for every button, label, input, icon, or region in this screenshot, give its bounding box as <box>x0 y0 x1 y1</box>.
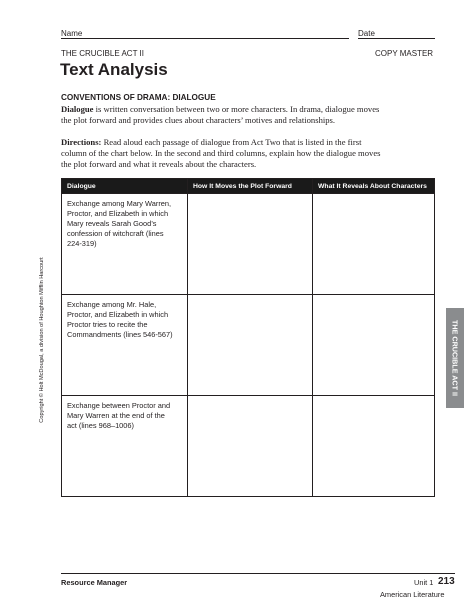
page-number: 213 <box>438 576 455 587</box>
reveals-characters-answer-cell[interactable] <box>313 194 435 295</box>
dialogue-cell: Exchange between Proctor and Mary Warren at the end of the act (lines 968–1006) <box>62 396 188 497</box>
name-line[interactable] <box>61 38 349 39</box>
dialogue-chart <box>61 178 435 497</box>
table-row <box>62 295 435 396</box>
date-label: Date <box>358 29 375 38</box>
directions-line-1: Directions: Read aloud each passage of dialogue from Act Two that is listed in the first <box>61 137 362 147</box>
side-tab-label: THE CRUCIBLE ACT II <box>450 320 460 396</box>
directions <box>61 137 441 170</box>
header-dialogue: Dialogue <box>62 179 188 194</box>
directions-line-2: column of the chart below. In the second and third columns, explain how the dialogue moves <box>61 148 381 158</box>
page-title: Text Analysis <box>60 60 168 79</box>
definition-line-1: Dialogue is written conversation between two or more characters. In drama, dialogue moves <box>61 104 380 114</box>
footer-rule <box>61 573 455 574</box>
plot-forward-answer-cell[interactable] <box>188 295 313 396</box>
name-label: Name <box>61 29 83 38</box>
footer-resource-manager: Resource Manager <box>61 578 128 587</box>
copyright-text: Copyright © Holt McDougal, a division of Houghton Mifflin Harcourt <box>39 257 45 423</box>
table-row <box>62 194 435 295</box>
reveals-characters-answer-cell[interactable] <box>313 396 435 497</box>
side-tab <box>446 308 464 408</box>
chart-header-row <box>62 179 435 194</box>
copy-master-label: COPY MASTER <box>375 49 434 58</box>
dialogue-definition <box>61 104 441 126</box>
dialogue-cell: Exchange among Mr. Hale, Proctor, and Elizabeth in which Proctor tries to recite the Commandments (lines 546-567) <box>62 295 188 396</box>
directions-term: Directions: <box>61 137 102 147</box>
dialogue-cell: Exchange among Mary Warren, Proctor, and Elizabeth in which Mary reveals Sarah Good’s confession of witchcraft (lines 224-319) <box>62 194 188 295</box>
definition-term: Dialogue <box>61 104 94 114</box>
header-reveals-characters: What It Reveals About Characters <box>313 179 435 194</box>
footer-subject: American Literature <box>380 590 445 599</box>
header-plot-forward: How It Moves the Plot Forward <box>188 179 313 194</box>
footer-unit: Unit 1 <box>414 578 434 587</box>
plot-forward-answer-cell[interactable] <box>188 396 313 497</box>
section-heading: CONVENTIONS OF DRAMA: DIALOGUE <box>61 93 216 102</box>
act-label: THE CRUCIBLE ACT II <box>61 49 144 58</box>
definition-line-2: the plot forward and provides clues about characters’ motives and relationships. <box>61 115 336 125</box>
date-line[interactable] <box>358 38 435 39</box>
plot-forward-answer-cell[interactable] <box>188 194 313 295</box>
table-row <box>62 396 435 497</box>
reveals-characters-answer-cell[interactable] <box>313 295 435 396</box>
directions-line-3: the plot forward and what it reveals about the characters. <box>61 159 257 169</box>
